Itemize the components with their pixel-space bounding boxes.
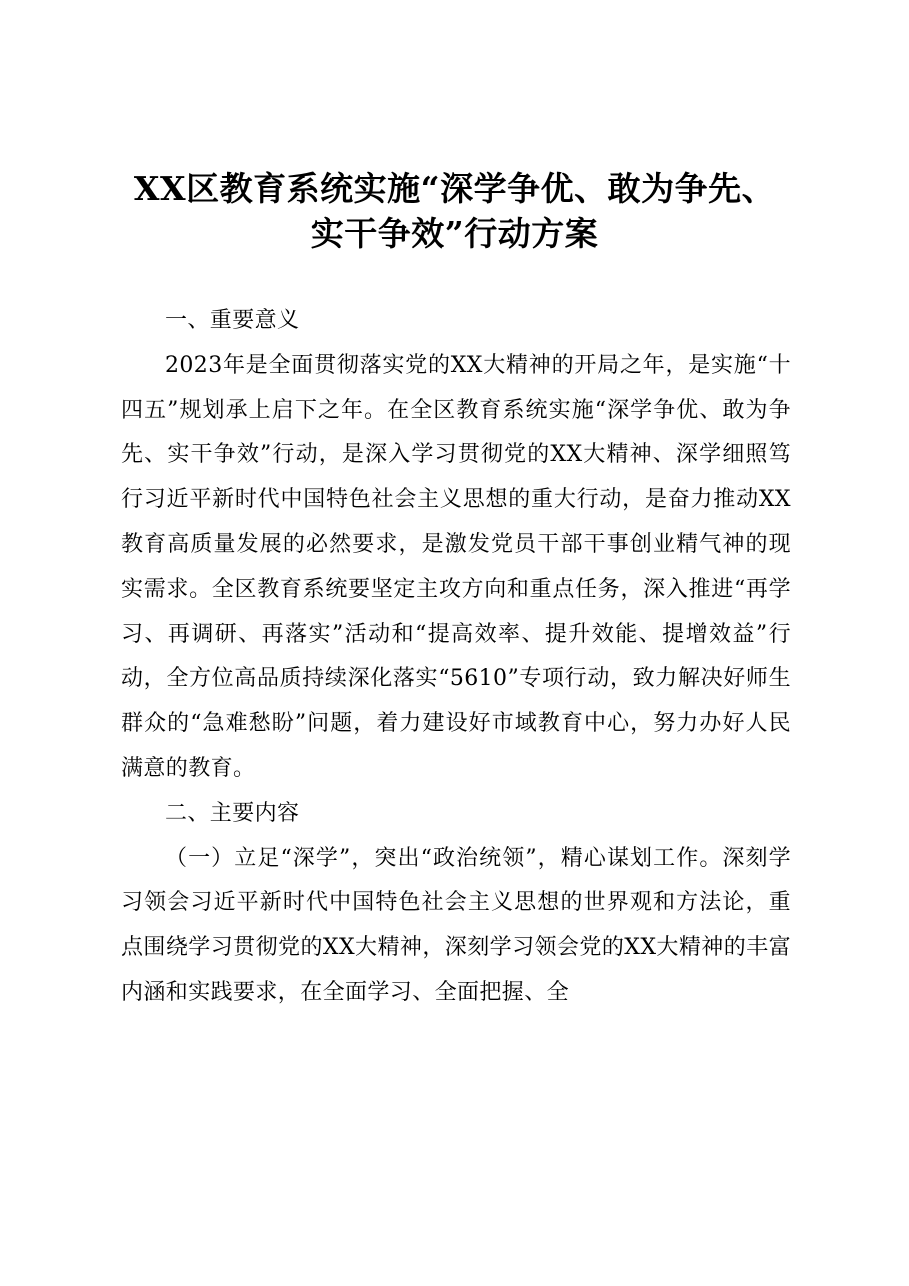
section-heading-content: 二、主要内容 bbox=[165, 800, 300, 826]
document-title bbox=[100, 166, 809, 256]
paragraph-content-1: （一）立足“深学”，突出“政治统领”，精心谋划工作。深刻学习领会习近平新时代中国特色社会主义思想的世界观和方法论，重点围绕学习贯彻党的XX大精神，深刻学习领会党的XX大精神的丰富内涵和实践要求，在全面学习、全面把握、全 bbox=[121, 845, 791, 1005]
section-heading-importance: 一、重要意义 bbox=[165, 308, 300, 333]
paragraph-importance: 2023年是全面贯彻落实党的XX大精神的开局之年，是实施“十四五”规划承上启下之年。在全区教育系统实施“深学争优、敢为争先、实干争效”行动，是深入学习贯彻党的XX大精神、深学细照笃行习近平新时代中国特色社会主义思想的重大行动，是奋力推动XX教育高质量发展的必然要求，是激发党员干部干事创业精气神的现实需求。全区教育系统要坚定主攻方向和重点任务，深入推进“再学习、再调研、再落实”活动和“提高效率、提升效能、提增效益”行动，全方位高品质持续深化落实“5610”专项行动，致力解决好师生群众的“急难愁盼”问题，着力建设好市域教育中心，努力办好人民满意的教育。 bbox=[121, 352, 791, 781]
title-line-2: 实干争效”行动方案 bbox=[310, 214, 599, 253]
document-body bbox=[121, 299, 791, 1016]
title-line-1: XX区教育系统实施“深学争优、敢为争先、 bbox=[133, 169, 776, 208]
